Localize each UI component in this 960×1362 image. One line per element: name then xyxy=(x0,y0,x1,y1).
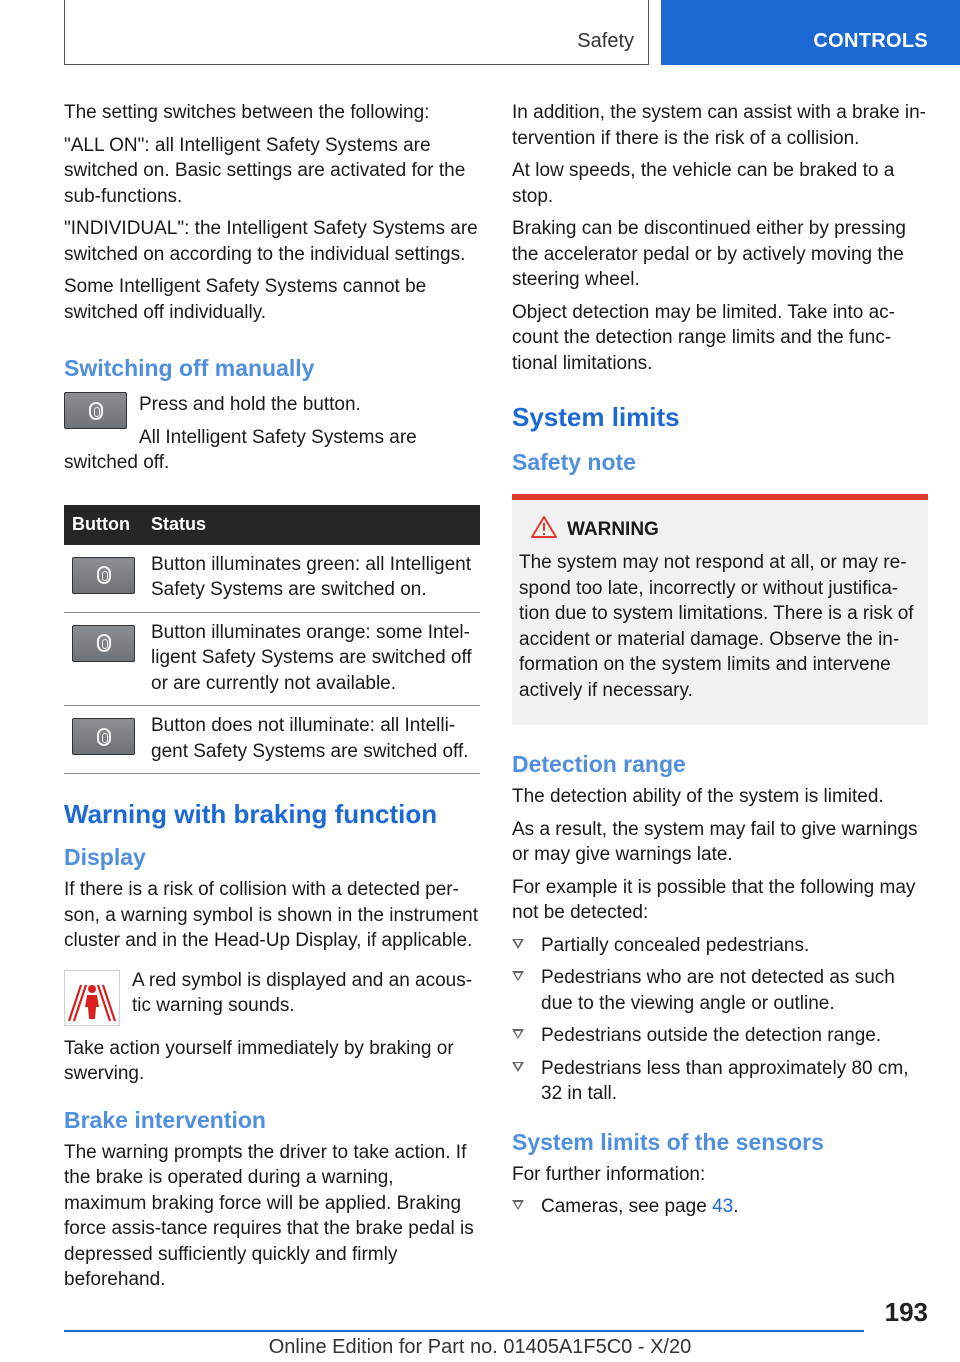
intelligent-safety-button-icon xyxy=(72,557,135,594)
heading-detection-range: Detection range xyxy=(512,751,686,777)
table-row xyxy=(64,612,480,706)
intelligent-safety-button-icon xyxy=(64,392,127,429)
paragraph: "ALL ON": all Intelligent Safety Systems are switched on. Basic settings are activated for the sub-functions. xyxy=(64,134,466,207)
left-column xyxy=(64,100,480,1300)
paragraph: "INDIVIDUAL": the Intelligent Safety Systems are switched on according to the individual settings. xyxy=(64,218,478,265)
warning-box xyxy=(512,494,928,725)
heading-display: Display xyxy=(64,844,146,870)
warning-triangle-icon xyxy=(531,516,557,544)
paragraph: Press and hold the button. xyxy=(139,394,361,415)
paragraph: A red symbol is displayed and an acous‐tic warning sounds. xyxy=(132,969,473,1016)
triangle-bullet-icon xyxy=(512,1062,524,1072)
heading-brake-intervention: Brake intervention xyxy=(64,1106,266,1133)
paragraph: The setting switches between the following: xyxy=(64,102,430,123)
pedestrian-warning-icon xyxy=(64,970,120,1026)
list-item: Pedestrians who are not detected as such due to the viewing angle or outline. xyxy=(512,965,928,1016)
footer-edition: Online Edition for Part no. 01405A1F5C0 - X/20 xyxy=(268,1336,692,1358)
table-cell-status: Button does not illuminate: all Intelli‐gent Safety Systems are switched off. xyxy=(151,706,480,774)
warning-title: WARNING xyxy=(567,519,659,540)
header-section-box xyxy=(64,0,649,65)
table-cell-status: Button illuminates green: all Intelligent Safety Systems are switched on. xyxy=(151,545,480,613)
list-item: Pedestrians less than approximately 80 cm, 32 in tall. xyxy=(512,1056,928,1107)
paragraph: The detection ability of the system is limited. xyxy=(512,786,884,807)
triangle-bullet-icon xyxy=(512,939,524,949)
table-cell-status: Button illuminates orange: some Intel‐ligent Safety Systems are switched off or are currently not available. xyxy=(151,612,480,706)
heading-switching-off: Switching off manually xyxy=(64,355,315,381)
paragraph: If there is a risk of collision with a detected per‐son, a warning symbol is shown in the instrument cluster and in the Head-Up Display, if applicable. xyxy=(64,879,478,951)
warning-heading xyxy=(519,516,918,544)
list-item: Partially concealed pedestrians. xyxy=(512,933,928,959)
paragraph: Braking can be discontinued either by pressing the accelerator pedal or by actively moving the steering wheel. xyxy=(512,218,906,290)
triangle-bullet-icon xyxy=(512,1200,524,1210)
heading-sensor-limits: System limits of the sensors xyxy=(512,1128,824,1155)
intelligent-safety-button-icon xyxy=(72,718,135,755)
switch-off-block xyxy=(64,392,480,483)
list-item: Cameras, see page 43. xyxy=(512,1194,928,1220)
table-row xyxy=(64,706,480,774)
intelligent-safety-button-icon xyxy=(72,625,135,662)
paragraph: For example it is possible that the following may not be detected: xyxy=(512,876,916,923)
button-status-table xyxy=(64,505,480,775)
table-header-status: Status xyxy=(151,505,480,545)
page-number: 193 xyxy=(884,1297,928,1327)
header-chapter-box xyxy=(661,0,960,65)
paragraph: Some Intelligent Safety Systems cannot be switched off individually. xyxy=(64,276,427,323)
detection-list xyxy=(512,933,928,1107)
table-header-button: Button xyxy=(64,505,151,545)
page-link[interactable]: 43 xyxy=(712,1196,734,1217)
paragraph: All Intelligent Safety Systems are switched off. xyxy=(64,426,417,473)
footer-divider xyxy=(64,1330,864,1332)
heading-safety-note: Safety note xyxy=(512,449,636,475)
right-column xyxy=(512,100,928,1227)
paragraph: As a result, the system may fail to give warnings or may give warnings late. xyxy=(512,818,918,865)
paragraph: Object detection may be limited. Take into ac‐count the detection range limits and the func‐tional limitations. xyxy=(512,301,896,374)
header-chapter-title: CONTROLS xyxy=(813,30,928,52)
triangle-bullet-icon xyxy=(512,1029,524,1039)
heading-warning-braking: Warning with braking function xyxy=(64,799,438,829)
paragraph: In addition, the system can assist with a brake in‐tervention if there is the risk of a collision. xyxy=(512,102,926,149)
list-item: Pedestrians outside the detection range. xyxy=(512,1023,928,1049)
sensors-list xyxy=(512,1194,928,1220)
triangle-bullet-icon xyxy=(512,971,524,981)
paragraph: Take action yourself immediately by braking or swerving. xyxy=(64,1037,454,1084)
table-row xyxy=(64,545,480,613)
paragraph: At low speeds, the vehicle can be braked to a stop. xyxy=(512,160,895,207)
header-section-title: Safety xyxy=(577,30,634,52)
warning-symbol-block xyxy=(64,968,480,1026)
paragraph: The warning prompts the driver to take action. If the brake is operated during a warning, maximum braking force will be applied. Braking force assis‐tance requires that the brake pedal is depressed sufficiently quickly and firmly beforehand. xyxy=(64,1141,474,1290)
paragraph: For further information: xyxy=(512,1163,706,1185)
heading-system-limits: System limits xyxy=(512,402,680,432)
warning-text: The system may not respond at all, or may re‐spond too late, incorrectly or without justifica‐tion due to system limitations. There is a risk of accident or material damage. Observe the in‐formation on the system limits and intervene actively if necessary. xyxy=(519,552,914,701)
